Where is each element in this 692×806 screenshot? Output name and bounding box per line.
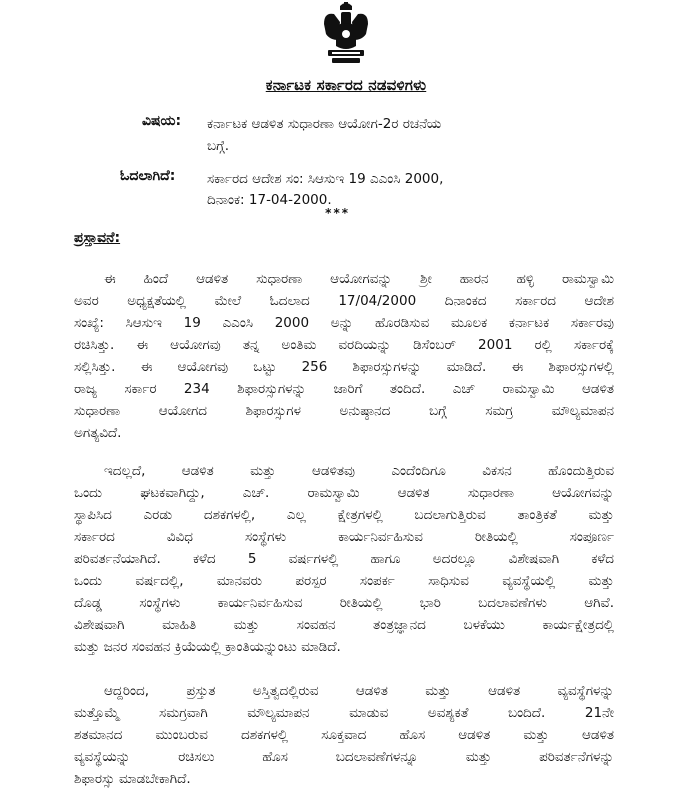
paragraph-line: ಪರಿವರ್ತನೆಯಾಗಿದೆ. ಕಳೆದ 5 ವರ್ಷಗಳಲ್ಲಿ ಹಾಗೂ ಅದರಲ್ಲೂ ವಿಶೇಷವಾಗಿ ಕಳೆದ — [74, 551, 614, 567]
subject-label: ವಿಷಯ: — [142, 113, 182, 129]
preamble-paragraph-3 — [74, 680, 614, 790]
paragraph-line: ಒಂದು ಘಟಕವಾಗಿದ್ದು, ಎಚ್. ರಾಮಸ್ವಾಮಿ ಆಡಳಿತ ಸುಧಾರಣಾ ಆಯೋಗವನ್ನು — [74, 485, 614, 501]
paragraph-line: ಶತಮಾನದ ಮುಂಬರುವ ದಶಕಗಳಲ್ಲಿ ಸೂಕ್ತವಾದ ಹೊಸ ಆಡಳಿತ ಮತ್ತು ಆಡಳಿತ — [74, 727, 614, 743]
paragraph-line: ಸಂಖ್ಯೆ: ಸಿಆಸುಇ 19 ಎಎಂಸಿ 2000 ಅನ್ನು ಹೊರಡಿಸುವ ಮೂಲಕ ಕರ್ನಾಟಕ ಸರ್ಕಾರವು — [74, 315, 614, 331]
document-title: ಕರ್ನಾಟಕ ಸರ್ಕಾರದ ನಡವಳಿಗಳು — [265, 76, 427, 94]
reference-line-1: ಸರ್ಕಾರದ ಆದೇಶ ಸಂ: ಸಿಆಸುಇ 19 ಎಎಂಸಿ 2000, — [207, 171, 444, 187]
subject-line-2: ಬಗ್ಗೆ. — [207, 138, 230, 154]
paragraph-line: ಶಿಫಾರಸ್ಸು ಮಾಡಬೇಕಾಗಿದೆ. — [74, 771, 191, 787]
paragraph-line: ಆದ್ದರಿಂದ, ಪ್ರಸ್ತುತ ಅಸ್ತಿತ್ವದಲ್ಲಿರುವ ಆಡಳಿತ ಮತ್ತು ಆಡಳಿತ ವ್ಯವಸ್ಥೆಗಳನ್ನು — [104, 683, 614, 699]
paragraph-line: ಸ್ಥಾಪಿಸಿದ ಎರಡು ದಶಕಗಳಲ್ಲಿ, ಎಲ್ಲ ಕ್ಷೇತ್ರಗಳಲ್ಲಿ ಬದಲಾಗುತ್ತಿರುವ ತಾಂತ್ರಿಕತೆ ಮತ್ತು — [74, 507, 614, 523]
paragraph-line: ವಿಶೇಷವಾಗಿ ಮಾಹಿತಿ ಮತ್ತು ಸಂವಹನ ತಂತ್ರಜ್ಞಾನದ ಬಳಕೆಯು ಕಾರ್ಯಕ್ಷೇತ್ರದಲ್ಲಿ — [74, 617, 614, 633]
state-emblem — [318, 0, 374, 66]
paragraph-line: ವ್ಯವಸ್ಥೆಯನ್ನು ರಚಿಸಲು ಹೊಸ ಬದಲಾವಣೆಗಳನ್ನೂ ಮತ್ತು ಪರಿವರ್ತನೆಗಳನ್ನು — [74, 749, 614, 765]
preamble-paragraph-2 — [74, 460, 614, 658]
paragraph-line: ಒಂದು ವರ್ಷದಲ್ಲಿ, ಮಾನವರು ಪರಸ್ಪರ ಸಂಪರ್ಕ ಸಾಧಿಸುವ ವ್ಯವಸ್ಥೆಯಲ್ಲಿ ಮತ್ತು — [74, 573, 614, 589]
paragraph-line: ದೊಡ್ಡ ಸಂಸ್ಥೆಗಳು ಕಾರ್ಯನಿರ್ವಹಿಸುವ ರೀತಿಯಲ್ಲಿ ಭಾರಿ ಬದಲಾವಣೆಗಳು ಆಗಿವೆ. — [74, 595, 614, 611]
paragraph-line: ಸುಧಾರಣಾ ಆಯೋಗದ ಶಿಫಾರಸ್ಸುಗಳ ಅನುಷ್ಠಾನದ ಬಗ್ಗೆ ಸಮಗ್ರ ಮೌಲ್ಯಮಾಪನ — [74, 403, 614, 419]
preamble-heading: ಪ್ರಸ್ತಾವನೆ: — [74, 230, 121, 246]
reference-line-2: ದಿನಾಂಕ: 17-04-2000. — [207, 192, 332, 208]
paragraph-line: ರಚಿಸಿತ್ತು. ಈ ಆಯೋಗವು ತನ್ನ ಅಂತಿಮ ವರದಿಯನ್ನು ಡಿಸೆಂಬರ್ 2001 ರಲ್ಲಿ ಸರ್ಕಾರಕ್ಕೆ — [74, 337, 614, 353]
subject-line-1: ಕರ್ನಾಟಕ ಆಡಳಿತ ಸುಧಾರಣಾ ಆಯೋಗ-2ರ ರಚನೆಯ — [207, 116, 442, 132]
paragraph-line: ಇದಲ್ಲದೆ, ಆಡಳಿತ ಮತ್ತು ಆಡಳಿತವು ಎಂದೆಂದಿಗೂ ವಿಕಸನ ಹೊಂದುತ್ತಿರುವ — [104, 463, 614, 479]
paragraph-line: ಸರ್ಕಾರದ ವಿವಿಧ ಸಂಸ್ಥೆಗಳು ಕಾರ್ಯನಿರ್ವಹಿಸುವ ರೀತಿಯಲ್ಲಿ ಸಂಪೂರ್ಣ — [74, 529, 614, 545]
paragraph-line: ಅವರ ಅಧ್ಯಕ್ಷತೆಯಲ್ಲಿ ಮೇಲೆ ಓದಲಾದ 17/04/2000 ದಿನಾಂಕದ ಸರ್ಕಾರದ ಆದೇಶ — [74, 293, 614, 309]
emblem-icon — [318, 0, 374, 66]
paragraph-line: ಸಲ್ಲಿಸಿತ್ತು. ಈ ಆಯೋಗವು ಒಟ್ಟು 256 ಶಿಫಾರಸ್ಸುಗಳನ್ನು ಮಾಡಿದೆ. ಈ ಶಿಫಾರಸ್ಸುಗಳಲ್ಲಿ — [74, 359, 614, 375]
paragraph-line: ಮತ್ತೊಮ್ಮೆ ಸಮಗ್ರವಾಗಿ ಮೌಲ್ಯಮಾಪನ ಮಾಡುವ ಅವಶ್ಯಕತೆ ಬಂದಿದೆ. 21ನೇ — [74, 705, 614, 721]
paragraph-line: ಅಗತ್ಯವಿದೆ. — [74, 425, 122, 441]
preamble-paragraph-1 — [74, 268, 614, 444]
paragraph-line: ಮತ್ತು ಜನರ ಸಂವಹನ ಕ್ರಿಯೆಯಲ್ಲಿ ಕ್ರಾಂತಿಯನ್ನುಂಟು ಮಾಡಿದೆ. — [74, 639, 341, 655]
reference-label: ಓದಲಾಗಿದೆ: — [120, 168, 176, 184]
section-separator: *** — [325, 206, 350, 220]
paragraph-line: ಈ ಹಿಂದೆ ಆಡಳಿತ ಸುಧಾರಣಾ ಆಯೋಗವನ್ನು ಶ್ರೀ ಹಾರನ ಹಳ್ಳಿ ರಾಮಸ್ವಾಮಿ — [104, 271, 614, 287]
paragraph-line: ರಾಜ್ಯ ಸರ್ಕಾರ 234 ಶಿಫಾರಸ್ಸುಗಳನ್ನು ಜಾರಿಗೆ ತಂದಿದೆ. ಎಚ್ ರಾಮಸ್ವಾಮಿ ಆಡಳಿತ — [74, 381, 614, 397]
